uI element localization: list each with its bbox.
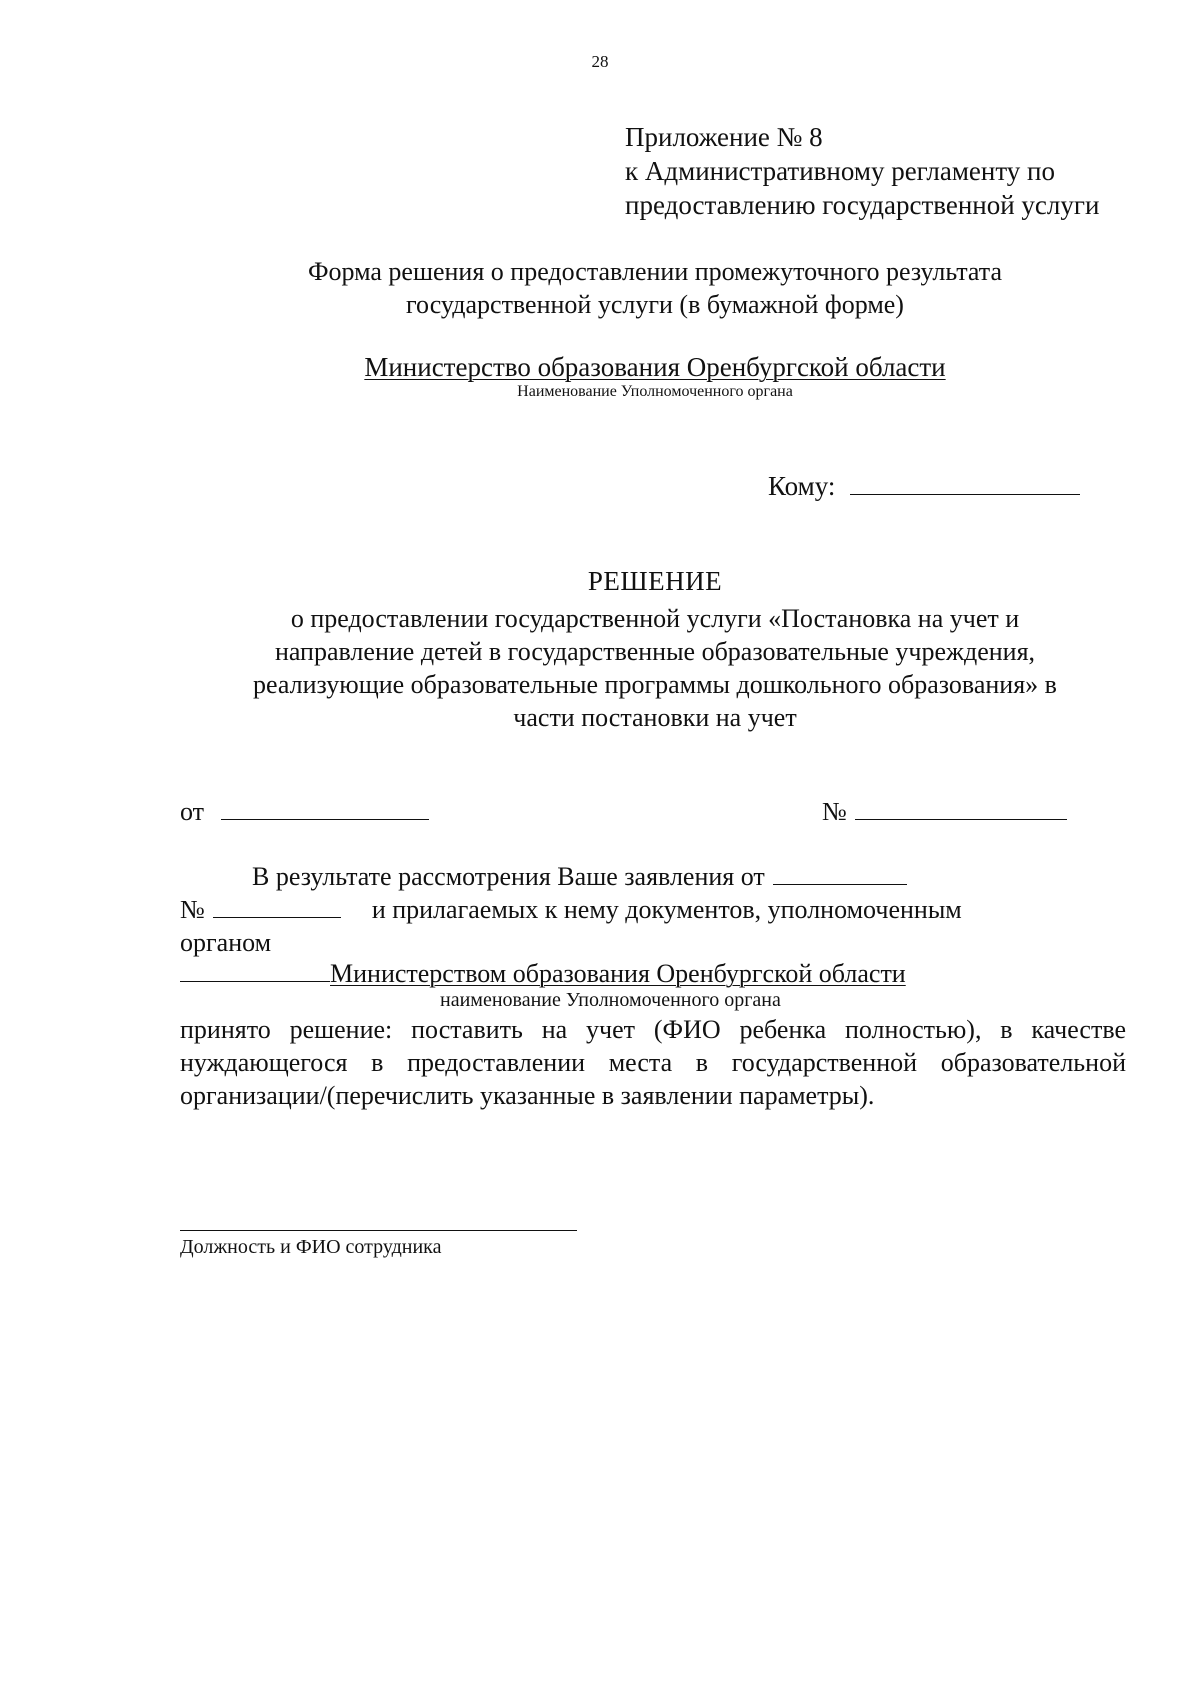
documents-text: и прилагаемых к нему документов, уполномоченным [371, 895, 962, 924]
body-authority-name [180, 959, 1120, 989]
form-title-line-2: государственной услуги (в бумажной форме) [406, 290, 904, 319]
decision-body-text: принято решение: поставить на учет (ФИО ребенка полностью), в качестве нуждающегося в предоставлении места в государственной образовательной организации/(перечислить указанные в заявлении параметры). [180, 1015, 1126, 1110]
body-line-2 [180, 893, 1126, 926]
date-blank-line [221, 795, 429, 820]
application-date-blank [773, 860, 907, 885]
decision-subject-line-1: о предоставлении государственной услуги «Постановка на учет и [290, 604, 1020, 633]
authority-lead-line [180, 959, 330, 982]
decision-subject-line-2: направление детей в государственные образовательные учреждения, [274, 637, 1036, 666]
body-line-1 [180, 860, 1126, 893]
decision-subject [0, 602, 1200, 734]
recipient-blank-line [850, 470, 1080, 495]
form-title-line-1: Форма решения о предоставлении промежуточного результата [307, 257, 1003, 286]
body-authority-text: Министерством образования Оренбургской области [330, 959, 906, 988]
decision-number-field [822, 795, 1067, 827]
decision-subject-line-4: части постановки на учет [513, 703, 797, 732]
application-text: В результате рассмотрения Ваше заявления от [252, 862, 765, 891]
number-label: № [822, 797, 847, 826]
recipient-field [768, 470, 1080, 502]
decision-subject-line-3: реализующие образовательные программы дошкольного образования» в [253, 670, 1057, 699]
decision-title: РЕШЕНИЕ [587, 566, 723, 596]
appendix-header [625, 120, 1099, 222]
application-number-label: № [180, 895, 205, 924]
appendix-number: Приложение № 8 [625, 122, 823, 152]
recipient-label: Кому: [768, 471, 836, 501]
authority-caption: Наименование Уполномоченного органа [517, 383, 793, 400]
number-blank-line [855, 795, 1067, 820]
decision-date-field [180, 795, 429, 827]
body-line-3: органом [180, 928, 272, 957]
date-label: от [180, 797, 205, 826]
appendix-service: предоставлению государственной услуги [625, 190, 1100, 220]
body-authority-caption: наименование Уполномоченного органа [440, 989, 781, 1011]
form-title [0, 255, 1200, 321]
authority-name: Министерство образования Оренбургской области [364, 352, 946, 382]
signature-caption: Должность и ФИО сотрудника [180, 1236, 442, 1258]
appendix-regulation: к Административному регламенту по [625, 156, 1056, 186]
signature-line [180, 1230, 577, 1231]
page-number: 28 [591, 52, 609, 71]
application-number-blank [213, 893, 341, 918]
